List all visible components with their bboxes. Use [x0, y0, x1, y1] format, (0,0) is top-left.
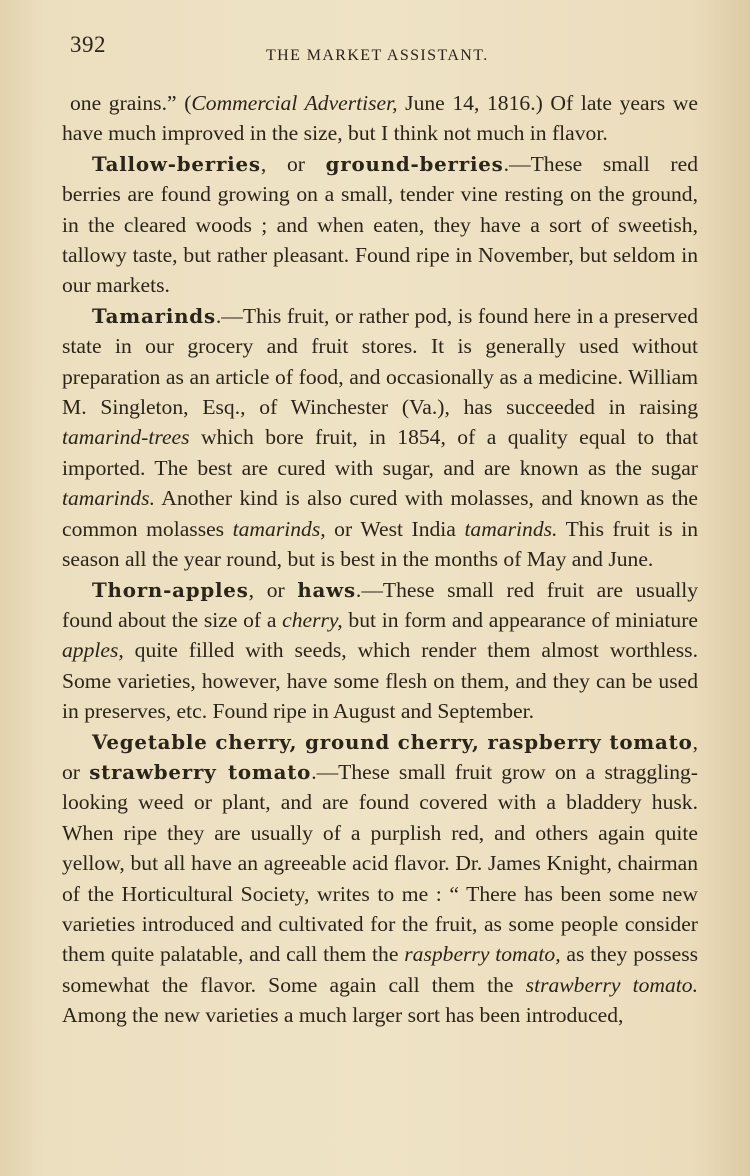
entry-term: Tamarinds [92, 303, 216, 328]
text-run: or West India [325, 516, 465, 541]
paragraph-continued [62, 88, 698, 149]
text-run: , or [62, 729, 698, 784]
italic-run: tamarinds, [232, 516, 326, 541]
text-run: as they possess somewhat the flavor. Some again call them the [62, 942, 699, 997]
paragraph-tamarinds [62, 301, 698, 575]
italic-run: Commercial Advertiser, [191, 91, 398, 115]
italic-run: cherry, [282, 607, 343, 632]
page-body [62, 88, 698, 1031]
text-run: but in form and appearance of miniature [342, 607, 698, 632]
entry-term: Thorn-apples [92, 577, 249, 602]
paragraph-vegetable-cherry [62, 727, 698, 1031]
italic-run: tamarinds. [464, 516, 558, 541]
entry-term: Tallow-berries [92, 151, 261, 176]
text-run: quite filled with seeds, which render them almost worthless. Some varieties, however, have some flesh on them, and they can be used in preserves, etc. Found ripe in August and September. [62, 638, 698, 724]
paragraph-tallow-berries [62, 149, 698, 301]
entry-term: ground-berries [325, 151, 504, 176]
italic-run: raspberry tomato, [404, 942, 561, 967]
italic-run: tamarind-trees [62, 425, 190, 450]
entry-term: strawberry tomato [89, 759, 312, 784]
text-run: , or [248, 577, 298, 602]
paragraph-thorn-apples [62, 575, 698, 727]
text-run: This fruit is in season all the year round, but is best in the months of May and June. [62, 516, 698, 572]
italic-run: apples, [62, 638, 124, 663]
text-run: June 14, 1816.) Of late years we have much improved in the size, but I think not much in flavor. [62, 91, 698, 146]
text-run: one grains.” ( [70, 91, 192, 115]
text-run: .—This fruit, or rather pod, is found here in a preserved state in our grocery and fruit stores. It is generally used without preparation as an article of food, and occasionally as a medicine. William M. Singleton, Esq., of Winchester (Va.), has succeeded in raising [62, 303, 698, 420]
running-title: THE MARKET ASSISTANT. [266, 47, 489, 64]
text-run: Another kind is also cured with molasses, and known as the common molasses [62, 486, 698, 541]
page-number: 392 [70, 32, 106, 57]
text-run: Among the new varieties a much larger sort has been introduced, [62, 1003, 624, 1028]
page-header [70, 30, 690, 64]
text-run: which bore fruit, in 1854, of a quality equal to that imported. The best are cured with sugar, and are known as the sugar [62, 425, 698, 480]
entry-term: Vegetable cherry, ground cherry, raspberry tomato [92, 729, 693, 754]
text-run: .—These small red fruit are usually found about the size of a [62, 577, 698, 632]
text-run: .—These small fruit grow on a straggling-looking weed or plant, and are found covered with a bladdery husk. When ripe they are usually of a purplish red, and others again quite yellow, but all have an agreeable acid flavor. Dr. James Knight, chairman of the Horticultural Society, writes to me : “ There has been some new varieties introduced and cultivated for the fruit, as some people consider them quite palatable, and call them the [62, 759, 698, 967]
entry-term: haws [297, 577, 356, 602]
italic-run: tamarinds. [62, 486, 155, 511]
text-run: .—These small red berries are found growing on a small, tender vine resting on the ground, in the cleared woods ; and when eaten, they have a sort of sweetish, tallowy taste, but rather pleasant. Found ripe in November, but seldom in our markets. [62, 151, 698, 298]
text-run: , or [260, 151, 326, 176]
italic-run: strawberry tomato. [525, 972, 698, 997]
